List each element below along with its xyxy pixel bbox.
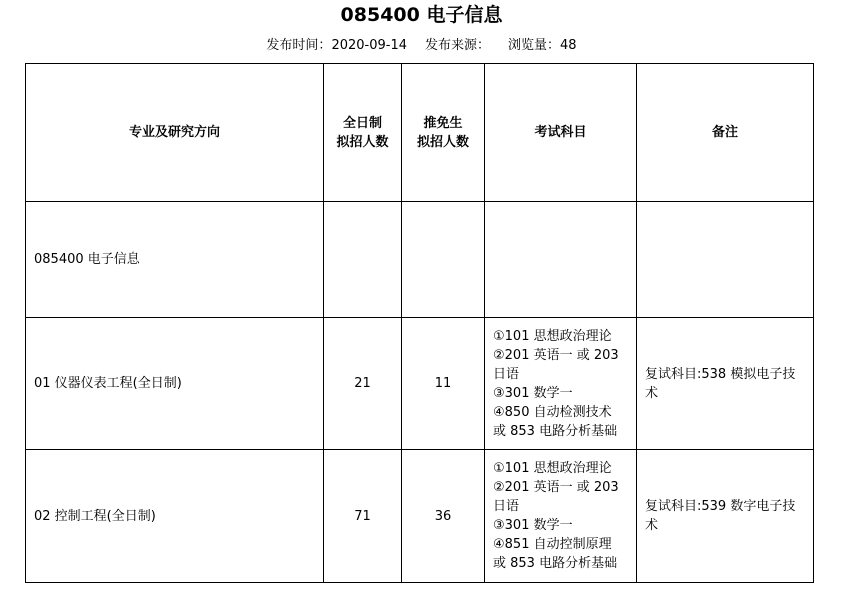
table-header-row [26, 64, 814, 202]
cell-note [637, 202, 814, 318]
cell-subjects [485, 450, 637, 583]
cell-major: 01 仪器仪表工程(全日制) [26, 318, 324, 450]
cell-fulltime [324, 202, 402, 318]
subject-line: ①101 思想政治理论 [493, 461, 612, 476]
header-subjects: 考试科目 [485, 64, 637, 202]
view-count-label: 浏览量： [508, 38, 561, 53]
view-count-value: 48 [560, 38, 577, 53]
enrollment-table [25, 63, 814, 583]
subject-line: 或 853 电路分析基础 [493, 423, 618, 439]
header-exempt-line2: 拟招人数 [416, 134, 469, 150]
subject-line: ④850 自动检测技术 [493, 404, 612, 420]
subject-line: ③301 数学一 [493, 385, 573, 401]
view-count [508, 38, 577, 53]
cell-major: 085400 电子信息 [26, 202, 324, 318]
header-exempt-line1: 推免生 [423, 115, 463, 131]
publish-info [0, 37, 843, 55]
subject-line: ③301 数学一 [493, 518, 573, 533]
table-row [26, 202, 814, 318]
cell-exempt: 11 [402, 318, 485, 450]
cell-note: 复试科目:539 数字电子技术 [637, 450, 814, 583]
subject-line: ①101 思想政治理论 [493, 328, 612, 344]
table-row [26, 450, 814, 583]
cell-subjects [485, 202, 637, 318]
cell-subjects [485, 318, 637, 450]
header-exempt [402, 64, 485, 202]
publish-time-value: 2020-09-14 [331, 38, 407, 53]
page-title: 085400 电子信息 [340, 4, 503, 26]
table-row [26, 318, 814, 450]
header-fulltime-line1: 全日制 [342, 115, 382, 131]
cell-fulltime: 21 [324, 318, 402, 450]
publish-time [266, 38, 407, 53]
cell-major: 02 控制工程(全日制) [26, 450, 324, 583]
cell-exempt [402, 202, 485, 318]
cell-fulltime: 71 [324, 450, 402, 583]
header-fulltime [324, 64, 402, 202]
publish-source-label: 发布来源： [425, 38, 491, 53]
cell-note: 复试科目:538 模拟电子技术 [637, 318, 814, 450]
publish-time-label: 发布时间： [266, 38, 332, 53]
header-major: 专业及研究方向 [26, 64, 324, 202]
publish-source [425, 38, 490, 53]
subject-line: ②201 英语一 或 203 日语 [493, 480, 619, 514]
cell-exempt: 36 [402, 450, 485, 583]
subject-line: ②201 英语一 或 203 日语 [493, 347, 619, 382]
header-notes: 备注 [637, 64, 814, 202]
header-fulltime-line2: 拟招人数 [336, 134, 389, 150]
subject-line: 或 853 电路分析基础 [493, 556, 618, 571]
subject-line: ④851 自动控制原理 [493, 537, 612, 552]
